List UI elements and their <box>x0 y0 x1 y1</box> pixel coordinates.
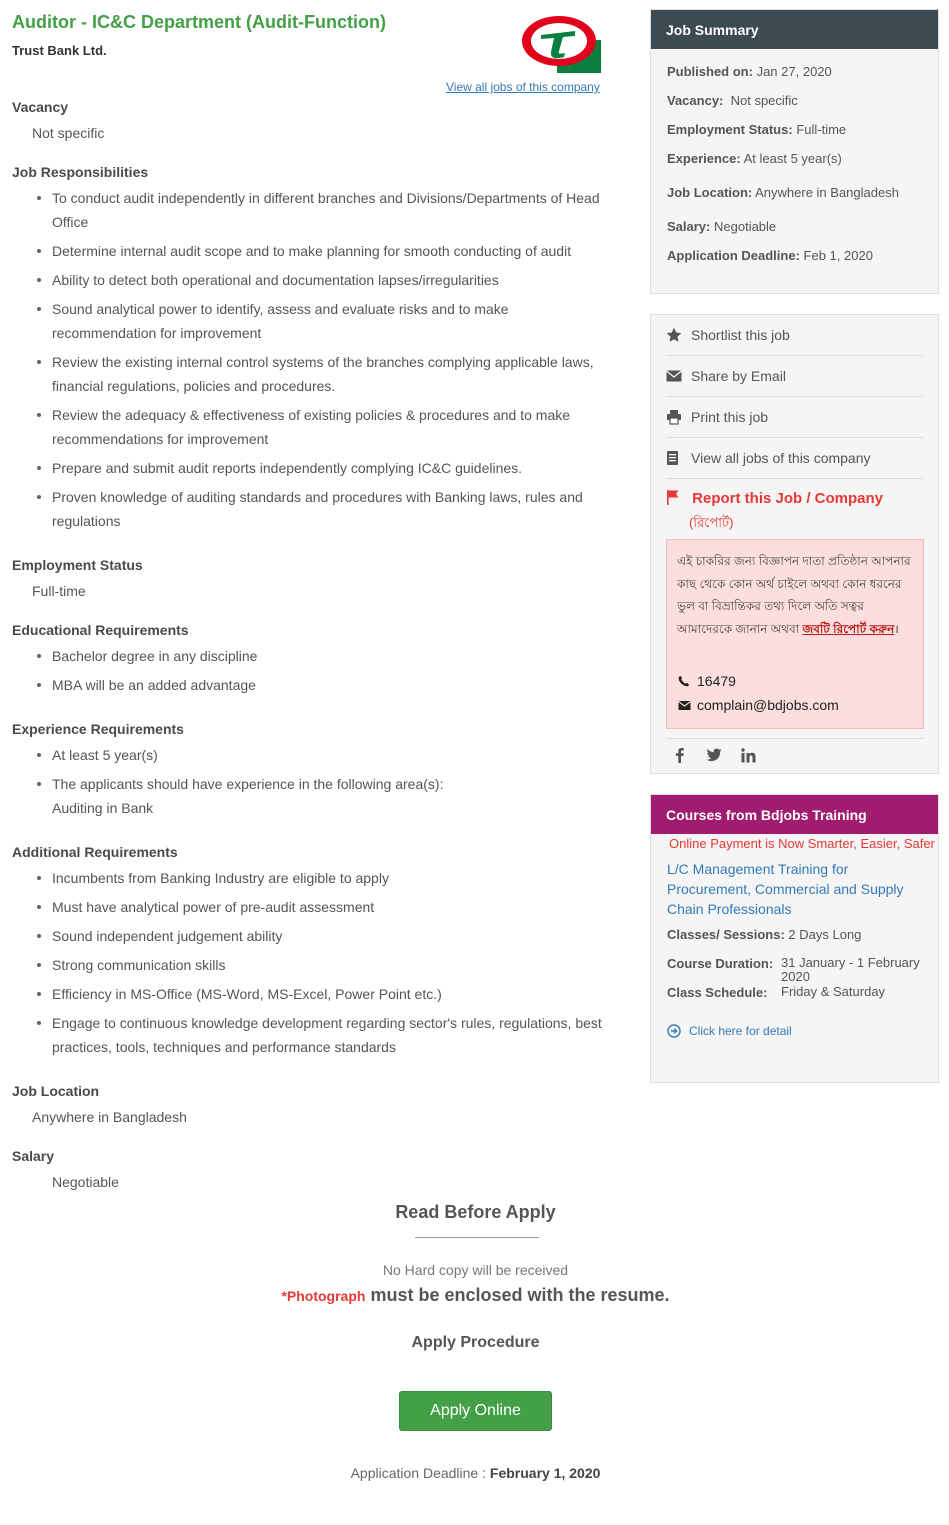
summary-value: At least 5 year(s) <box>743 151 842 166</box>
report-job-link[interactable]: জবটি রিপোর্ট করুন <box>802 621 895 636</box>
summary-label: Job Location: <box>667 185 753 200</box>
experience-section <box>12 720 607 825</box>
summary-value: Feb 1, 2020 <box>803 248 873 263</box>
job-actions-panel <box>650 314 939 774</box>
job-summary-panel <box>650 9 939 294</box>
deadline-value: February 1, 2020 <box>489 1465 601 1481</box>
section-title: Educational Requirements <box>12 622 189 638</box>
deadline-label: Application Deadline : <box>350 1465 486 1481</box>
salary-section <box>12 1147 607 1191</box>
section-title: Experience Requirements <box>12 721 184 737</box>
view-company-jobs-button[interactable] <box>666 438 923 479</box>
course-schedule-label: Class Schedule: <box>667 985 768 1000</box>
divider <box>666 738 924 739</box>
education-section <box>12 621 607 702</box>
summary-employment-status <box>667 122 846 137</box>
read-before-apply-heading: Read Before Apply <box>395 1202 556 1222</box>
section-title: Vacancy <box>12 99 69 115</box>
course-label: Classes/ Sessions: <box>667 927 785 942</box>
additional-section <box>12 843 607 1064</box>
responsibilities-list <box>33 186 603 533</box>
summary-value: Not specific <box>730 93 798 108</box>
email-address: complain@bdjobs.com <box>697 697 839 713</box>
employment-status-value: Full-time <box>32 583 86 599</box>
list-item: Bachelor degree in any discipline <box>33 644 603 668</box>
twitter-icon[interactable] <box>706 745 722 765</box>
photograph-note <box>0 1285 949 1306</box>
summary-location <box>667 185 899 200</box>
star-icon <box>666 327 691 343</box>
summary-label: Published on: <box>667 64 753 79</box>
summary-value: Jan 27, 2020 <box>756 64 832 79</box>
summary-label: Application Deadline: <box>667 248 800 263</box>
list-icon <box>666 450 691 466</box>
complain-box <box>666 539 924 729</box>
employment-status-section <box>12 556 607 600</box>
facebook-icon[interactable] <box>675 745 684 765</box>
course-title-link[interactable]: L/C Management Training for Procurement, Commercial and Supply Chain Professionals <box>667 861 904 917</box>
online-payment-notice: Online Payment is Now Smarter, Easier, Safer <box>669 836 935 851</box>
action-label: View all jobs of this company <box>691 450 871 466</box>
section-title: Job Responsibilities <box>12 164 149 180</box>
summary-value: Full-time <box>796 122 847 137</box>
list-item: At least 5 year(s) <box>33 743 603 767</box>
apply-procedure-heading: Apply Procedure <box>411 1334 540 1351</box>
action-label: Shortlist this job <box>691 327 790 343</box>
list-item: Sound analytical power to identify, assess and evaluate risks and to make recommendation for improvement <box>33 297 603 345</box>
complain-end: । <box>894 621 899 636</box>
photograph-note-text: must be enclosed with the resume. <box>370 1285 670 1305</box>
experience-area: Auditing in Bank <box>52 800 154 816</box>
list-item: Efficiency in MS-Office (MS-Word, MS-Excel, Power Point etc.) <box>33 982 603 1006</box>
list-item: Incumbents from Banking Industry are eligible to apply <box>33 866 603 890</box>
list-item: To conduct audit independently in different branches and Divisions/Departments of Head Office <box>33 186 603 234</box>
action-label: Share by Email <box>691 368 786 384</box>
experience-list <box>33 743 603 820</box>
no-hard-copy-note: No Hard copy will be received <box>382 1262 569 1278</box>
course-schedule-value: Friday & Saturday <box>781 984 886 999</box>
divider <box>415 1237 539 1238</box>
courses-title: Courses from Bdjobs Training <box>651 795 938 834</box>
list-item: Ability to detect both operational and documentation lapses/irregularities <box>33 268 603 292</box>
print-icon <box>666 409 691 425</box>
complain-text <box>677 550 917 640</box>
list-item: Sound independent judgement ability <box>33 924 603 948</box>
summary-deadline <box>667 248 873 263</box>
vacancy-value: Not specific <box>32 125 105 141</box>
salary-value: Negotiable <box>52 1174 119 1190</box>
summary-label: Experience: <box>667 151 741 166</box>
course-duration-label: Course Duration: <box>667 956 774 971</box>
course-detail-link[interactable] <box>667 1024 792 1038</box>
list-item: Must have analytical power of pre-audit assessment <box>33 895 603 919</box>
report-label: Report this Job / Company <box>692 490 884 507</box>
print-job-button[interactable] <box>666 397 923 438</box>
view-all-jobs-link[interactable]: View all jobs of this company <box>446 80 600 94</box>
section-title: Job Location <box>12 1083 100 1099</box>
summary-salary <box>667 219 776 234</box>
complain-email[interactable] <box>678 697 839 713</box>
job-title: Auditor - IC&C Department (Audit-Function) <box>12 12 386 32</box>
job-summary-title: Job Summary <box>651 10 938 49</box>
phone-icon <box>678 675 697 687</box>
location-section <box>12 1082 607 1126</box>
course-duration-value: 31 January - 1 February 2020 <box>781 955 920 984</box>
summary-value: Negotiable <box>714 219 777 234</box>
envelope-icon <box>678 700 697 711</box>
course-value: 2 Days Long <box>788 927 862 942</box>
summary-label: Vacancy: <box>667 93 724 108</box>
action-label: Print this job <box>691 409 769 425</box>
course-classes <box>667 927 861 942</box>
detail-link-label: Click here for detail <box>689 1024 792 1038</box>
experience-area-intro: The applicants should have experience in the following area(s): <box>52 776 444 792</box>
summary-label: Salary: <box>667 219 711 234</box>
list-item: Review the adequacy & effectiveness of existing policies & procedures and to make recommendations for improvement <box>33 403 603 451</box>
share-email-button[interactable] <box>666 356 923 397</box>
list-item: Determine internal audit scope and to make planning for smooth conducting of audit <box>33 239 603 263</box>
section-title: Salary <box>12 1148 55 1164</box>
envelope-icon <box>666 369 691 383</box>
linkedin-icon[interactable] <box>741 745 756 765</box>
summary-published <box>667 64 832 79</box>
application-deadline <box>0 1465 949 1481</box>
section-title: Employment Status <box>12 557 143 573</box>
list-item: Engage to continuous knowledge development regarding sector's rules, regulations, best practices, tools, techniques and performance standards <box>33 1011 603 1059</box>
section-title: Additional Requirements <box>12 844 178 860</box>
list-item: Proven knowledge of auditing standards and procedures with Banking laws, rules and regulations <box>33 485 603 533</box>
photograph-required: *Photograph <box>281 1288 366 1304</box>
company-name: Trust Bank Ltd. <box>12 43 107 58</box>
summary-value: Anywhere in Bangladesh <box>755 185 899 200</box>
responsibilities-section <box>12 163 607 538</box>
report-bangla-label: (রিপোর্ট) <box>689 515 734 530</box>
courses-panel <box>650 794 939 1083</box>
report-job-button[interactable] <box>666 489 883 509</box>
list-item: Review the existing internal control systems of the branches complying applicable laws, financial regulations, policies and procedures. <box>33 350 603 398</box>
additional-list <box>33 866 603 1059</box>
shortlist-job-button[interactable] <box>666 315 923 356</box>
list-item: Strong communication skills <box>33 953 603 977</box>
location-value: Anywhere in Bangladesh <box>32 1109 187 1125</box>
vacancy-section <box>12 98 607 142</box>
list-item <box>33 772 603 820</box>
apply-online-button[interactable]: Apply Online <box>399 1391 552 1431</box>
summary-experience <box>667 151 842 166</box>
phone-number: 16479 <box>697 673 736 689</box>
education-list <box>33 644 603 697</box>
summary-label: Employment Status: <box>667 122 793 137</box>
summary-vacancy <box>667 93 798 108</box>
flag-icon <box>666 489 688 509</box>
complain-message: এই চাকরির জন্য বিজ্ঞাপন দাতা প্রতিষ্ঠান আপনার কাছ থেকে কোন অর্থ চাইলে অথবা কোন ধরনের ভুল বা বিভ্রান্তিকর তথ্য দিলে অতি সত্বর আমাদেরকে জানান অথবা <box>677 554 911 636</box>
arrow-circle-right-icon <box>667 1024 689 1038</box>
list-item: Prepare and submit audit reports independently complying IC&C guidelines. <box>33 456 603 480</box>
list-item: MBA will be an added advantage <box>33 673 603 697</box>
trust-bank-logo-icon <box>521 14 601 74</box>
phone-row <box>678 673 736 689</box>
